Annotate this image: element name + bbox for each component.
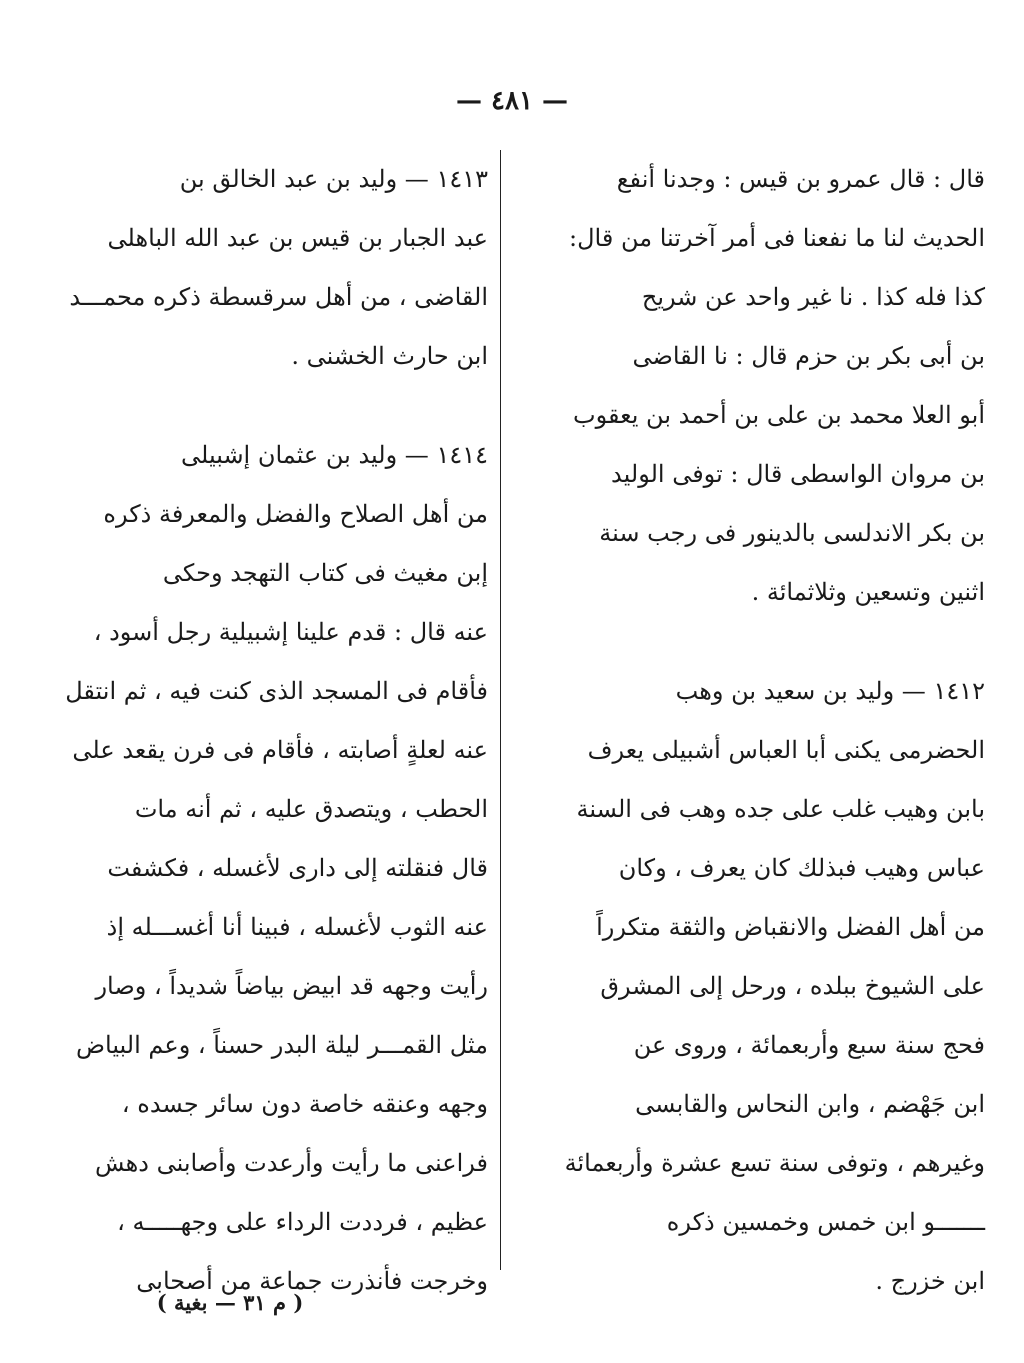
text-line: عظيم ، فرددت الرداء على وجهـــــه ، xyxy=(117,1208,488,1236)
text-line: فراعنى ما رأيت وأرعدت وأصابنى دهش xyxy=(95,1149,488,1177)
text-line: الحطب ، ويتصدق عليه ، ثم أنه مات xyxy=(134,795,488,823)
entry-heading: ١٤١٤ — وليد بن عثمان إشبيلى xyxy=(181,441,488,469)
text-line: بابن وهيب غلب على جده وهب فى السنة xyxy=(576,795,985,823)
text-line: ابن خزرج . xyxy=(875,1267,985,1295)
text-line: عبد الجبار بن قيس بن عبد الله الباهلى xyxy=(107,224,488,252)
text-line: عنه لعلةٍ أصابته ، فأقام فى فرن يقعد على xyxy=(72,736,488,764)
text-line: عباس وهيب فبذلك كان يعرف ، وكان xyxy=(618,854,985,882)
text-line: أبو العلا محمد بن على بن أحمد بن يعقوب xyxy=(573,401,985,429)
text-line: بن مروان الواسطى قال : توفى الوليد xyxy=(611,460,985,488)
text-line: بن أبى بكر بن حزم قال : نا القاضى xyxy=(632,342,985,370)
text-line: وغيرهم ، وتوفى سنة تسع عشرة وأربعمائة xyxy=(564,1149,985,1177)
text-line: الحديث لنا ما نفعنا فى أمر آخرتنا من قال: xyxy=(569,224,985,252)
text-line: إبن مغيث فى كتاب التهجد وحكى xyxy=(162,559,488,587)
text-line: من أهل الصلاح والفضل والمعرفة ذكره xyxy=(103,500,488,528)
text-line: وخرجت فأنذرت جماعة من أصحابى xyxy=(136,1267,488,1295)
entry-1414 xyxy=(65,426,488,1311)
entry-heading: ١٤١٢ — وليد بن سعيد بن وهب xyxy=(675,677,985,705)
text-line: ـــــــو ابن خمس وخمسين ذكره xyxy=(666,1208,985,1236)
text-line: ابن جَهْضم ، وابن النحاس والقابسى xyxy=(635,1090,985,1118)
text-line: فأقام فى المسجد الذى كنت فيه ، ثم انتقل xyxy=(65,677,488,705)
text-line: قال فنقلته إلى دارى لأغسله ، فكشفت xyxy=(107,854,488,882)
text-line: قال : قال عمرو بن قيس : وجدنا أنفع xyxy=(616,165,985,193)
text-line: مثل القمـــر ليلة البدر حسناً ، وعم البياض xyxy=(75,1031,488,1059)
page-number: — ٤٨١ — xyxy=(455,86,569,116)
entry-heading: ١٤١٣ — وليد بن عبد الخالق بن xyxy=(179,165,488,193)
text-line: الحضرمى يكنى أبا العباس أشبيلى يعرف xyxy=(587,736,985,764)
text-line: على الشيوخ ببلده ، ورحل إلى المشرق xyxy=(600,972,985,1000)
text-line: اثنين وتسعين وثلاثمائة . xyxy=(751,578,985,606)
text-line: رأيت وجهه قد ابيض بياضاً شديداً ، وصار xyxy=(95,972,488,1000)
text-line: فحج سنة سبع وأربعمائة ، وروى عن xyxy=(633,1031,985,1059)
text-line: وجهه وعنقه خاصة دون سائر جسده ، xyxy=(121,1090,488,1118)
text-line: ابن حارث الخشنى . xyxy=(291,342,488,370)
text-line: كذا فله كذا . نا غير واحد عن شريح xyxy=(641,283,985,311)
text-line: القاضى ، من أهل سرقسطة ذكره محمـــد xyxy=(69,283,488,311)
left-column xyxy=(65,150,488,1311)
text-line: بن بكر الاندلسى بالدينور فى رجب سنة xyxy=(599,519,985,547)
text-line: عنه قال : قدم علينا إشبيلية رجل أسود ، xyxy=(93,618,488,646)
text-line: من أهل الفضل والانقباض والثقة متكرراً xyxy=(596,913,985,941)
footer-signature: ( م ٣١ — بغية ) xyxy=(156,1290,304,1315)
entry-1413 xyxy=(69,150,488,386)
right-column xyxy=(515,150,985,1311)
text-line: عنه الثوب لأغسله ، فبينا أنا أغســـله إذ xyxy=(106,913,488,941)
column-divider xyxy=(500,150,501,1270)
entry-1412 xyxy=(515,662,985,1311)
entry-1411-tail xyxy=(515,150,985,622)
